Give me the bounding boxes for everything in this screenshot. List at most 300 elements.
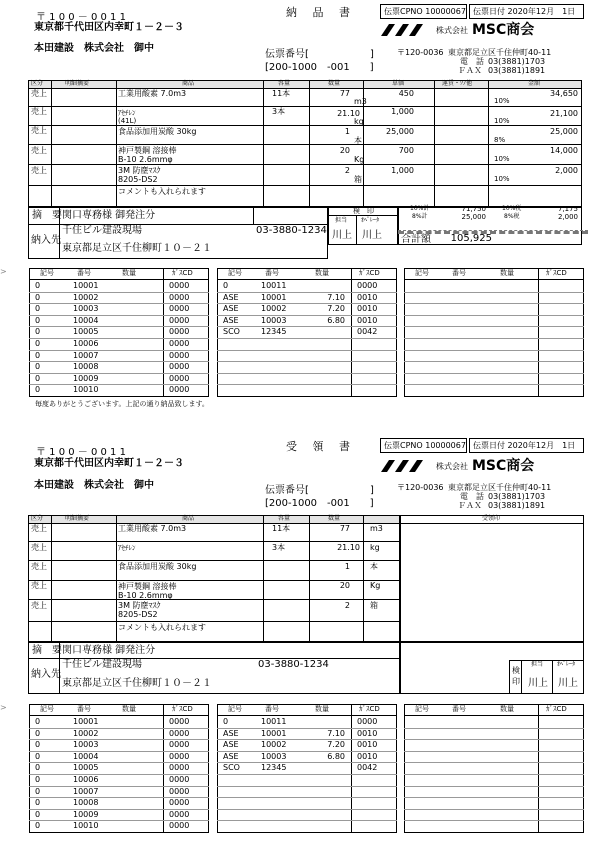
cylinder-sym: 0 [223,717,229,726]
r-col-kubun: 区分 [31,515,44,522]
r-destination-tel: 03-3880-1234 [258,659,329,670]
r-col-qty: 数量 [328,515,341,522]
fax-label: ＦＡＸ [458,66,482,75]
cylinder-sym: 0 [35,362,41,371]
cylinder-sym: 0 [35,787,41,796]
cyl-c-h-sym: 記号 [415,269,429,277]
col-price: 単価 [392,80,405,87]
r-company-fax: 03(3881)1891 [488,501,546,510]
tax8-label: 8%計 [412,213,428,220]
r-cyl-b-h-qty: 数量 [315,705,329,713]
r-row1-product: ｱｾﾁﾚﾝ [118,544,136,552]
r-row3-product: 神戸製鋼 溶接棒 [118,582,177,591]
cylinder-qty: 6.80 [327,316,345,325]
row3-tax: 10% [494,155,510,163]
r-col-detail: 明細摘要 [65,515,90,522]
r-company-postal: 〒120-0036 [397,483,444,492]
cylinder-row-divider [217,384,397,385]
cylinder-sym: 0 [35,740,41,749]
r-operator-label: ｵﾍﾟﾚｰﾀ [557,661,576,668]
cylinder-num: 10009 [73,810,99,819]
company-postal: 〒120-0036 [397,48,444,57]
tax8z-total: 2,000 [557,213,578,221]
summary-label: 摘 要 [32,210,62,221]
r-customer-address: 東京都千代田区内幸町１－２－３ [34,458,184,469]
row1-qty: 21.10 [337,109,360,118]
row1-capacity: 3本 [272,107,286,116]
total-amount: 105,925 [450,233,492,244]
cylinder-sym: 0 [35,351,41,360]
tax10-total: 71,750 [461,205,486,213]
cylinder-num: 10007 [73,351,99,360]
cylinder-row-divider [404,762,584,763]
company-prefix: 株式会社 [436,26,468,35]
r-company-logo-icon [381,460,431,472]
cyl-a-h-num: 番号 [77,269,91,277]
row2-qty: 1 [344,127,350,136]
r-company-name: MSC商会 [472,458,535,474]
cylinder-gas: 0000 [169,729,190,738]
cylinder-gas: 0000 [169,717,190,726]
cylinder-num: 10008 [73,798,99,807]
receipt-stamp-label: 受領印 [482,515,501,522]
cylinder-sym: 0 [35,374,41,383]
r-cylinder-table-c [404,704,584,833]
row0-amount: 34,650 [550,89,578,98]
cylinder-row-divider [217,350,397,351]
r-tantou-label: 担当 [531,661,544,668]
r-slip-number-label: 伝票番号[ [265,485,309,496]
tax10z-total: 7,175 [557,205,578,213]
destination-address: 東京都足立区千住柳町１０－２１ [62,243,212,254]
cylinder-qty: 7.20 [327,740,345,749]
tantou-label: 担当 [335,217,348,224]
r-edge-mark: > [0,703,7,712]
cylinder-num: 10008 [73,362,99,371]
r-summary-text: 関口専務様 御発注分 [62,645,156,656]
r-slip-number-close: ] [370,485,374,496]
cylinder-gas: 0000 [169,385,190,394]
slip-date: 伝票日付 2020年12月 1日 [473,7,576,16]
cylinder-row-divider [404,384,584,385]
cylinder-num: 10003 [73,740,99,749]
row0-unit: m3 [354,97,367,106]
cylinder-num: 10001 [73,717,99,726]
cylinder-sym: 0 [35,293,41,302]
r-cpno-box [380,438,467,453]
cyl-a-h-sym: 記号 [40,269,54,277]
r-cyl-a-h-qty: 数量 [122,705,136,713]
r-row2-kubun: 売上 [31,562,47,571]
cyl-b-h-num: 番号 [265,269,279,277]
r-tel-label: 電 話 [460,492,484,501]
r-items-table [28,515,400,642]
stamp-label: 検 印 [353,207,374,215]
cylinder-gas: 0000 [169,281,190,290]
cylinder-sym: ASE [223,729,239,738]
row0-kubun: 売上 [31,89,47,98]
cyl-c-h-num: 番号 [452,269,466,277]
cylinder-row-divider [404,350,584,351]
r-fax-label: ＦＡＸ [458,501,482,510]
row3-qty: 20 [339,146,350,155]
cylinder-sym: SCO [223,763,240,772]
row1-price: 1,000 [391,107,414,116]
cylinder-row-divider [217,797,397,798]
cylinder-gas: 0000 [169,821,190,830]
cyl-c-h-gas: ｶﾞｽCD [546,269,567,277]
cyl-b-h-sym: 記号 [228,269,242,277]
destination-name: 千住ビル建設現場 [62,225,142,236]
r-row1-qty: 21.10 [337,543,360,552]
cylinder-gas: 0042 [357,763,378,772]
cylinder-num: 10004 [73,752,99,761]
cylinder-num: 10002 [73,729,99,738]
row1-unit: kg [354,117,364,126]
cylinder-row-divider [404,751,584,752]
cylinder-row-divider [404,326,584,327]
cylinder-gas: 0000 [169,787,190,796]
cylinder-num: 10006 [73,775,99,784]
cylinder-gas: 0000 [169,351,190,360]
slip-number-close: ] [370,49,374,60]
cylinder-gas: 0000 [169,327,190,336]
row0-capacity: 11本 [272,89,291,98]
r-row0-product: 工業用酸素 7.0m3 [118,524,187,533]
r-row4-product: 3M 防塵ﾏｽｸ [118,601,161,610]
cylinder-num: 10004 [73,316,99,325]
cylinder-row-divider [217,820,397,821]
r-row3-product-sub: B-10 2.6mmφ [118,591,173,600]
r-row2-product: 食品添加用炭酸 30kg [118,562,197,571]
tax8-total: 25,000 [461,213,486,221]
col-kubun: 区分 [31,80,44,87]
r-row4-kubun: 売上 [31,601,47,610]
col-detail: 明細摘要 [65,80,90,87]
cylinder-num: 10001 [261,293,287,302]
cyl-c-h-qty: 数量 [500,269,514,277]
r-row0-unit: m3 [370,524,383,533]
cylinder-sym: 0 [35,798,41,807]
r-customer-name: 本田建設 株式会社 御中 [34,480,154,491]
row4-product-sub: 8205-DS2 [118,175,158,184]
cylinder-num: 10006 [73,339,99,348]
cylinder-num: 10005 [73,327,99,336]
cylinder-row-divider [217,338,397,339]
cylinder-sym: 0 [35,775,41,784]
r-row0-qty: 77 [339,524,350,533]
r-operator-name: 川上 [558,678,578,689]
receipt-stamp-area [400,515,584,642]
cylinder-row-divider [404,797,584,798]
cylinder-num: 10002 [73,293,99,302]
cylinder-gas: 0000 [169,798,190,807]
row4-tax: 10% [494,175,510,183]
r-cyl-c-h-gas: ｶﾞｽCD [546,705,567,713]
cylinder-gas: 0010 [357,752,378,761]
row3-unit: Kg [354,155,365,164]
cylinder-sym: ASE [223,740,239,749]
total-label: 合計額 [401,234,431,245]
r-cyl-b-h-num: 番号 [265,705,279,713]
cylinder-gas: 0000 [169,374,190,383]
cylinder-num: 10010 [73,385,99,394]
cylinder-row-divider [404,774,584,775]
cpno: 伝票CPNO 10000067 [384,7,466,16]
cylinder-row-divider [217,809,397,810]
cylinder-row-divider [404,786,584,787]
customer-name: 本田建設 株式会社 御中 [34,43,154,54]
cylinder-sym: ASE [223,752,239,761]
cylinder-num: 10001 [73,281,99,290]
cylinder-sym: 0 [35,821,41,830]
r-cyl-c-h-qty: 数量 [500,705,514,713]
row4-qty: 2 [344,166,350,175]
cylinder-num: 10011 [261,281,287,290]
cylinder-sym: 0 [35,763,41,772]
col-product: 商品 [182,80,195,87]
cylinder-row-divider [404,739,584,740]
cylinder-sym: 0 [35,717,41,726]
operator-label: ｵﾍﾟﾚｰﾀ [361,217,380,224]
r-company-tel: 03(3881)1703 [488,492,546,501]
cylinder-gas: 0000 [169,316,190,325]
cylinder-num: 10010 [73,821,99,830]
cylinder-sym: 0 [35,281,41,290]
row1-amount: 21,100 [550,109,578,118]
operator-name: 川上 [362,230,382,241]
cylinder-num: 10003 [261,752,287,761]
postal-code: 〒 1 0 0 － 0 0 1 1 [36,12,126,23]
cylinder-num: 10003 [261,316,287,325]
r-stamp-label: 検印 [512,666,520,687]
r-row1-unit: kg [370,543,380,552]
cylinder-gas: 0000 [169,752,190,761]
cylinder-qty: 7.10 [327,293,345,302]
cylinder-num: 12345 [261,327,287,336]
r-date-box [469,438,584,453]
cylinder-num: 10007 [73,787,99,796]
r-summary-label: 摘 要 [32,645,62,656]
cylinder-gas: 0000 [169,304,190,313]
destination-tel: 03-3880-1234 [256,225,327,236]
cylinder-qty: 6.80 [327,752,345,761]
r-slip-date: 伝票日付 2020年12月 1日 [473,441,576,450]
cylinder-gas: 0010 [357,729,378,738]
r-row3-unit: Kg [370,581,381,590]
col-qty: 数量 [328,80,341,87]
cylinder-num: 10002 [261,304,287,313]
cylinder-num: 10009 [73,374,99,383]
date-box [469,4,584,19]
row2-unit: 本 [354,136,362,145]
r-row0-capacity: 11本 [272,524,291,533]
edge-mark: > [0,267,7,276]
cylinder-gas: 0000 [169,810,190,819]
r-destination-address: 東京都足立区千住柳町１０－２１ [62,678,212,689]
tel-label: 電 話 [460,57,484,66]
company-address: 東京都足立区千住仲町40-11 [448,48,552,57]
cylinder-sym: 0 [35,810,41,819]
cyl-a-h-qty: 数量 [122,269,136,277]
cylinder-num: 10005 [73,763,99,772]
tax8z-label: 8%税 [504,213,520,220]
r-row1-kubun: 売上 [31,543,47,552]
customer-address: 東京都千代田区内幸町１－２－３ [34,22,184,33]
row3-product-sub: B-10 2.6mmφ [118,155,173,164]
cylinder-gas: 0042 [357,327,378,336]
slip-number-label: 伝票番号[ [265,49,309,60]
cylinder-num: 10003 [73,304,99,313]
row3-amount: 14,000 [550,146,578,155]
cylinder-gas: 0000 [169,339,190,348]
company-logo-icon [381,24,431,36]
company-tel: 03(3881)1703 [488,57,546,66]
cylinder-num: 10011 [261,717,287,726]
cylinder-sym: 0 [223,281,229,290]
r-person-in-charge: 川上 [528,678,548,689]
r-row2-unit: 本 [370,562,378,571]
tax10-label: 10%計 [410,205,430,212]
footer-message: 毎度ありがとうございます。上記の通り納品致します。 [35,400,209,408]
row2-kubun: 売上 [31,126,47,135]
cylinder-gas: 0000 [357,717,378,726]
r-cyl-a-h-sym: 記号 [40,705,54,713]
comment: コメントも入れられます [118,187,206,196]
cpno-box [380,4,467,19]
cylinder-gas: 0010 [357,740,378,749]
r-cyl-a-h-num: 番号 [77,705,91,713]
header-shade [29,81,581,88]
r-cyl-b-h-sym: 記号 [228,705,242,713]
col-misc: 運賃・ｿﾉ他 [442,80,473,87]
row4-unit: 箱 [354,175,362,184]
cylinder-row-divider [217,361,397,362]
cylinder-gas: 0010 [357,316,378,325]
row1-kubun: 売上 [31,107,47,116]
row0-qty: 77 [339,89,350,98]
r-row2-qty: 1 [344,562,350,571]
col-amount: 金額 [528,80,541,87]
cylinder-sym: 0 [35,752,41,761]
cylinder-row-divider [404,292,584,293]
row0-price: 450 [398,89,414,98]
cylinder-qty: 7.10 [327,729,345,738]
slip-number-value: [200-1000 -001 ] [265,62,374,73]
row1-product-sub: (41L) [118,117,137,125]
row3-kubun: 売上 [31,146,47,155]
cylinder-row-divider [404,303,584,304]
r-cyl-c-h-sym: 記号 [415,705,429,713]
row4-amount: 2,000 [555,166,578,175]
cylinder-sym: 0 [35,316,41,325]
person-in-charge: 川上 [332,230,352,241]
cylinder-gas: 0010 [357,304,378,313]
row4-kubun: 売上 [31,166,47,175]
r-row0-kubun: 売上 [31,524,47,533]
cylinder-sym: SCO [223,327,240,336]
r-destination-label: 納入先 [31,669,61,680]
cylinder-row-divider [404,728,584,729]
cylinder-row-divider [404,315,584,316]
row3-price: 700 [398,146,414,155]
cylinder-num: 10001 [261,729,287,738]
r-company-prefix: 株式会社 [436,462,468,471]
cylinder-gas: 0000 [169,775,190,784]
cylinder-sym: 0 [35,304,41,313]
r-cpno: 伝票CPNO 10000067 [384,441,466,450]
row2-price: 25,000 [386,127,414,136]
cylinder-row-divider [217,786,397,787]
r-destination-name: 千住ビル建設現場 [62,659,142,670]
row2-product: 食品添加用炭酸 30kg [118,127,197,136]
destination-label: 納入先 [31,235,61,246]
cylinder-num: 12345 [261,763,287,772]
r-row4-qty: 2 [344,601,350,610]
r-doc-title: 受 領 書 [286,440,356,453]
cylinder-table-c [404,268,584,397]
row1-product: ｱｾﾁﾚﾝ [118,109,136,117]
row0-product: 工業用酸素 7.0m3 [118,89,187,98]
cylinder-gas: 0000 [357,281,378,290]
r-postal-code: 〒 1 0 0 － 0 0 1 1 [36,447,126,458]
cyl-b-h-qty: 数量 [315,269,329,277]
r-cyl-c-h-num: 番号 [452,705,466,713]
r-slip-number-value: [200-1000 -001 ] [265,498,374,509]
r-col-capacity: 容量 [278,515,291,522]
tax10z-label: 10%税 [502,205,522,212]
cylinder-num: 10002 [261,740,287,749]
cylinder-row-divider [404,820,584,821]
row0-tax: 10% [494,97,510,105]
r-row1-capacity: 3本 [272,543,286,552]
cylinder-sym: 0 [35,729,41,738]
company-fax: 03(3881)1891 [488,66,546,75]
cylinder-sym: 0 [35,339,41,348]
cylinder-gas: 0000 [169,763,190,772]
r-cyl-a-h-gas: ｶﾞｽCD [172,705,193,713]
cyl-a-h-gas: ｶﾞｽCD [172,269,193,277]
cylinder-row-divider [404,361,584,362]
r-col-product: 商品 [182,515,195,522]
doc-title: 納 品 書 [286,6,356,19]
row4-product: 3M 防塵ﾏｽｸ [118,166,161,175]
cylinder-qty: 7.20 [327,304,345,313]
col-capacity: 容量 [278,80,291,87]
cylinder-gas: 0000 [169,362,190,371]
cylinder-sym: ASE [223,316,239,325]
r-cyl-b-h-gas: ｶﾞｽCD [359,705,380,713]
cylinder-gas: 0000 [169,740,190,749]
row3-product: 神戸製鋼 溶接棒 [118,146,177,155]
company-name: MSC商会 [472,22,535,38]
summary-text: 関口専務様 御発注分 [62,210,156,221]
cylinder-gas: 0010 [357,293,378,302]
r-row4-unit: 箱 [370,601,378,610]
cylinder-gas: 0000 [169,293,190,302]
r-row4-product-sub: 8205-DS2 [118,610,158,619]
row4-price: 1,000 [391,166,414,175]
cylinder-sym: 0 [35,385,41,394]
r-row3-kubun: 売上 [31,581,47,590]
cylinder-sym: 0 [35,327,41,336]
r-company-address: 東京都足立区千住仲町40-11 [448,483,552,492]
cyl-b-h-gas: ｶﾞｽCD [359,269,380,277]
cylinder-sym: ASE [223,293,239,302]
row2-amount: 25,000 [550,127,578,136]
cylinder-sym: ASE [223,304,239,313]
cylinder-row-divider [404,338,584,339]
